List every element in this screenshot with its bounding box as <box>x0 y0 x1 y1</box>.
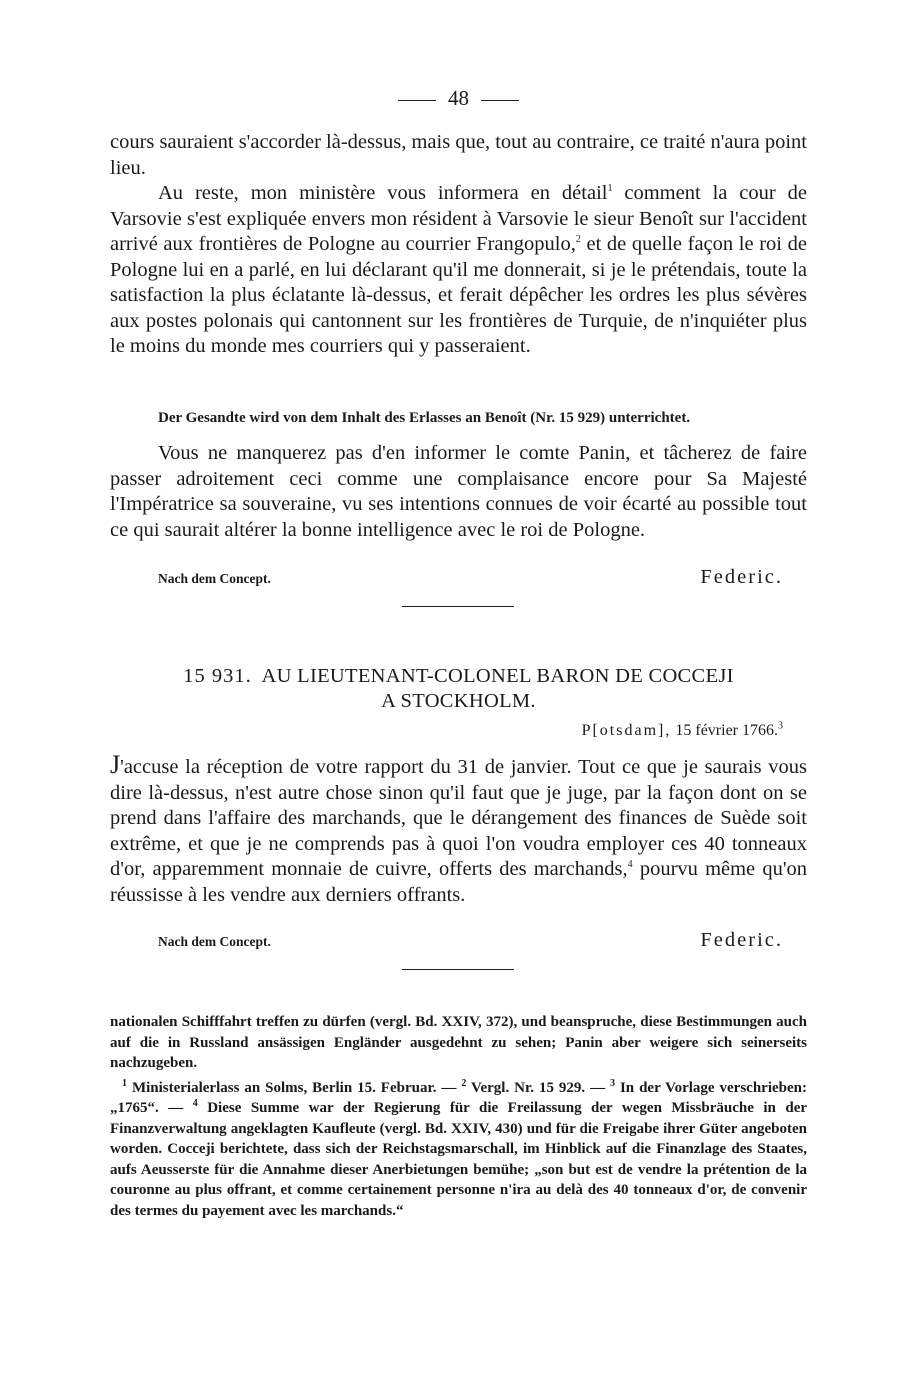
initial-letter: J <box>110 750 121 779</box>
right-dash <box>481 100 519 101</box>
paragraph-4-part-a: 'accuse la réception de votre rapport du 31 de janvier. Tout ce que je saurais vous dire là-dessus, n'est autre chose sinon qu'il faut que je juge, par la façon dont on se prend dans l'affaire des marchands, que le dérangement des finances de Suède soit extrême, et que je ne comprends pas à quoi l'on voudra employer ces 40 tonneaux d'or, apparemment monnaie de cuivre, offerts des marchands, <box>110 756 807 880</box>
paragraph-4 <box>110 752 807 908</box>
footnote-marker-3: 3 <box>610 1077 616 1089</box>
paragraph-2 <box>110 181 807 360</box>
heading-addressee: AU LIEUTENANT-COLONEL BARON DE COCCEJI <box>261 665 734 687</box>
footnote-1: Ministerialerlass an Solms, Berlin 15. Februar. — <box>127 1079 462 1096</box>
footnote-continuation: nationalen Schifffahrt treffen zu dürfen (vergl. Bd. XXIV, 372), und beanspruche, diese Bestimmungen auch auf die in Russland ansässigen Engländer ausgedehnt zu sehen; Panin aber weigere sich seinerseits nachzugeben. <box>110 1014 807 1071</box>
paragraph-4-part-b: pourvu même qu'on réussisse à les vendre aux derniers offrants. <box>110 858 808 906</box>
paragraph-2-part-a: Au reste, mon ministère vous informera en détail <box>158 182 608 204</box>
page-number <box>110 86 807 111</box>
paragraph-1: cours sauraient s'accorder là-dessus, mais que, tout au contraire, ce traité n'aura point lieu. <box>110 131 807 179</box>
dateline <box>582 722 783 740</box>
signature-row-2 <box>110 928 807 952</box>
footnote-marker-2: 2 <box>461 1077 467 1089</box>
footnote-2: Vergl. Nr. 15 929. — <box>466 1079 611 1096</box>
source-note-2: Nach dem Concept. <box>158 934 271 949</box>
footnote-marker-1: 1 <box>122 1077 127 1089</box>
footnote-3: In der Vorlage verschrieben: „1765“. — <box>110 1079 807 1116</box>
footnote-list <box>110 1078 807 1222</box>
page-number-text: 48 <box>448 86 469 110</box>
editorial-note: Der Gesandte wird von dem Inhalt des Erlasses an Benoît (Nr. 15 929) unterrichtet. <box>158 410 691 426</box>
footnotes <box>110 1012 807 1221</box>
signature-row-1 <box>110 565 807 589</box>
footnote-ref-4: 4 <box>627 859 633 871</box>
footnote-ref-3: 3 <box>778 720 783 732</box>
heading-line-1 <box>110 664 807 689</box>
section-rule-2 <box>402 969 514 970</box>
heading-line-2: A STOCKHOLM. <box>381 690 536 712</box>
paragraph-2-part-c: et de quelle façon le roi de Pologne lui en a parlé, en lui déclarant qu'il me donnerait, si je le prétendais, toute la satisfaction la plus éclatante là-dessus, et ferait dépêcher les ordres les plus sévères aux postes polonais qui cantonnent sur les frontières de Turquie, de n'inquiéter plus le moins du monde mes courriers qui y passeraient. <box>110 233 807 357</box>
paragraph-3: Vous ne manquerez pas d'en informer le comte Panin, et tâcherez de faire passer adroitement ceci comme une complaisance encore pour Sa Majesté l'Impératrice sa souveraine, vu ses intentions connues de voir écarté au possible tout ce qui saurait altérer la bonne intelligence avec le roi de Pologne. <box>110 442 807 541</box>
section-rule-1 <box>402 606 514 607</box>
source-note-1: Nach dem Concept. <box>158 571 271 586</box>
letter-number: 15 931. <box>183 665 252 687</box>
signature-1: Federic. <box>700 566 783 588</box>
dateline-place: P[otsdam], <box>581 722 672 739</box>
paragraph-2-part-b: comment la cour de Varsovie s'est expliquée envers mon résident à Varsovie le sieur Benoît sur l'accident arrivé aux frontières de Pologne au courrier Frangopulo, <box>110 182 807 255</box>
letter-heading <box>110 664 807 714</box>
footnote-4: Diese Summe war der Regierung für die Freilassung der wegen Missbräuche in der Finanzverwaltung angeklagten Kaufleute (vergl. Bd. XXIV, 430) und für die Freigabe ihrer Güter angeboten worden. Cocceji berichtete, dass sich der Reichstagsmarschall, im Hinblick auf die Finanzlage des Staates, aufs Aeusserste für die Annahme dieser Anerbietungen bemühe; „son but est de vendre la prétention de la couronne au plus offrant, et comme certainement personne n'ira au delà des 40 tonneaux d'or, de convenir des termes du payement avec les marchands.“ <box>110 1100 808 1219</box>
signature-2: Federic. <box>700 929 783 951</box>
footnote-marker-4: 4 <box>192 1098 198 1109</box>
left-dash <box>398 100 436 101</box>
dateline-date: 15 février 1766. <box>675 722 778 739</box>
footnote-ref-2: 2 <box>575 234 581 246</box>
footnote-ref-1: 1 <box>607 183 613 195</box>
